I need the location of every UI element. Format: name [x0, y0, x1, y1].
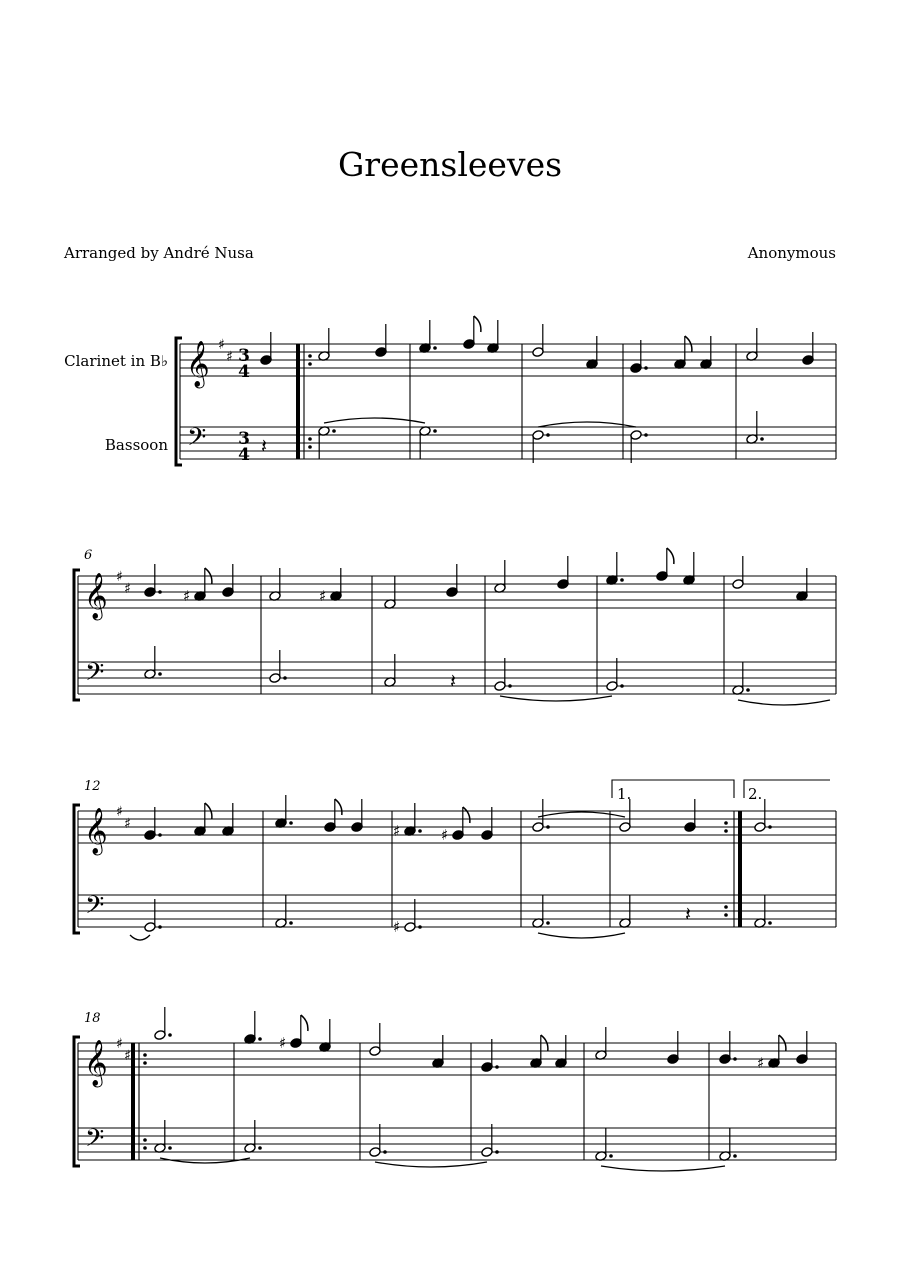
repeat-dot	[724, 913, 728, 917]
repeat-dot	[143, 1061, 147, 1065]
sharp-accidental: ♯	[393, 822, 401, 840]
system-bracket	[74, 570, 80, 700]
note-dot	[768, 921, 772, 925]
note-dot	[620, 684, 624, 688]
note-dot	[546, 433, 550, 437]
repeat-dot	[308, 437, 312, 441]
instrument-label-bassoon: Bassoon	[104, 436, 168, 454]
note-flag	[667, 548, 674, 564]
note-dot	[495, 1065, 499, 1069]
bass-clef-icon: 𝄢	[85, 1124, 105, 1159]
time-signature-top: 3	[238, 429, 250, 449]
note-dot	[418, 829, 422, 833]
quarter-rest: 𝄽	[261, 434, 268, 458]
note-dot	[495, 1150, 499, 1154]
composer-credit: Anonymous	[747, 244, 836, 262]
sharp-accidental: ♯	[441, 826, 449, 844]
key-signature-sharp: ♯	[124, 816, 131, 832]
repeat-dot	[143, 1146, 147, 1150]
tie	[130, 935, 150, 940]
tie	[500, 696, 612, 701]
repeat-dot	[143, 1138, 147, 1142]
measure-number: 18	[84, 1011, 101, 1026]
instrument-label-clarinet: Clarinet in B♭	[64, 352, 168, 370]
time-signature-bottom: 4	[238, 445, 250, 465]
repeat-dot	[724, 905, 728, 909]
note-dot	[546, 921, 550, 925]
system-bracket	[74, 1037, 80, 1166]
tie	[538, 933, 625, 938]
volta-label-first: 1.	[617, 785, 632, 803]
sharp-accidental: ♯	[319, 587, 327, 605]
sharp-accidental: ♯	[393, 918, 401, 936]
key-signature-sharp: ♯	[116, 569, 123, 585]
tie	[538, 812, 625, 817]
note-dot	[733, 1154, 737, 1158]
measure-number: 6	[84, 548, 93, 563]
time-signature-bottom: 4	[238, 362, 250, 382]
note-dot	[158, 672, 162, 676]
note-dot	[508, 684, 512, 688]
bass-clef-icon: 𝄢	[85, 658, 105, 693]
sharp-accidental: ♯	[183, 587, 191, 605]
note-dot	[644, 433, 648, 437]
note-dot	[433, 429, 437, 433]
note-dot	[289, 921, 293, 925]
key-signature-sharp: ♯	[116, 1036, 123, 1052]
quarter-rest: 𝄽	[685, 902, 692, 926]
note-dot	[644, 366, 648, 370]
tie	[538, 422, 636, 427]
note-dot	[383, 1150, 387, 1154]
page-title: Greensleeves	[337, 145, 563, 184]
note-dot	[609, 1154, 613, 1158]
time-signature-top: 3	[238, 346, 250, 366]
note-dot	[433, 346, 437, 350]
arranger-credit: Arranged by André Nusa	[64, 244, 254, 262]
note-dot	[289, 821, 293, 825]
note-dot	[168, 1033, 172, 1037]
volta-label-second: 2.	[748, 785, 763, 803]
note-dot	[746, 688, 750, 692]
note-dot	[733, 1057, 737, 1061]
treble-clef-icon: 𝄞	[84, 1040, 108, 1086]
key-signature-sharp: ♯	[116, 804, 123, 820]
sharp-accidental: ♯	[757, 1054, 765, 1072]
tie	[601, 1166, 725, 1171]
treble-clef-icon: 𝄞	[186, 341, 210, 387]
repeat-dot	[724, 821, 728, 825]
sharp-accidental: ♯	[279, 1034, 287, 1052]
notation-layer	[74, 316, 836, 1171]
tie	[738, 700, 830, 705]
repeat-dot	[308, 362, 312, 366]
note-dot	[283, 676, 287, 680]
note-flag	[474, 316, 481, 332]
note-dot	[258, 1146, 262, 1150]
key-signature-sharp: ♯	[124, 581, 131, 597]
note-dot	[620, 578, 624, 582]
system-bracket	[74, 805, 80, 933]
repeat-dot	[308, 445, 312, 449]
key-signature-sharp: ♯	[218, 337, 225, 353]
key-signature-sharp: ♯	[124, 1048, 131, 1064]
treble-clef-icon: 𝄞	[84, 573, 108, 619]
quarter-rest: 𝄽	[450, 669, 457, 693]
note-dot	[768, 825, 772, 829]
note-dot	[760, 437, 764, 441]
note-flag	[335, 799, 342, 815]
note-dot	[158, 833, 162, 837]
bass-clef-icon: 𝄢	[187, 423, 207, 458]
note-dot	[546, 825, 550, 829]
repeat-dot	[308, 354, 312, 358]
system-bracket	[176, 338, 182, 465]
note-dot	[158, 925, 162, 929]
note-dot	[168, 1146, 172, 1150]
measure-number: 12	[84, 779, 101, 794]
note-dot	[332, 429, 336, 433]
bass-clef-icon: 𝄢	[85, 891, 105, 926]
repeat-dot	[143, 1053, 147, 1057]
note-flag	[463, 807, 470, 823]
note-dot	[258, 1037, 262, 1041]
note-dot	[158, 590, 162, 594]
note-dot	[418, 925, 422, 929]
repeat-dot	[724, 829, 728, 833]
treble-clef-icon: 𝄞	[84, 808, 108, 854]
key-signature-sharp: ♯	[226, 349, 233, 365]
note-flag	[301, 1015, 308, 1031]
tie	[375, 1162, 487, 1167]
